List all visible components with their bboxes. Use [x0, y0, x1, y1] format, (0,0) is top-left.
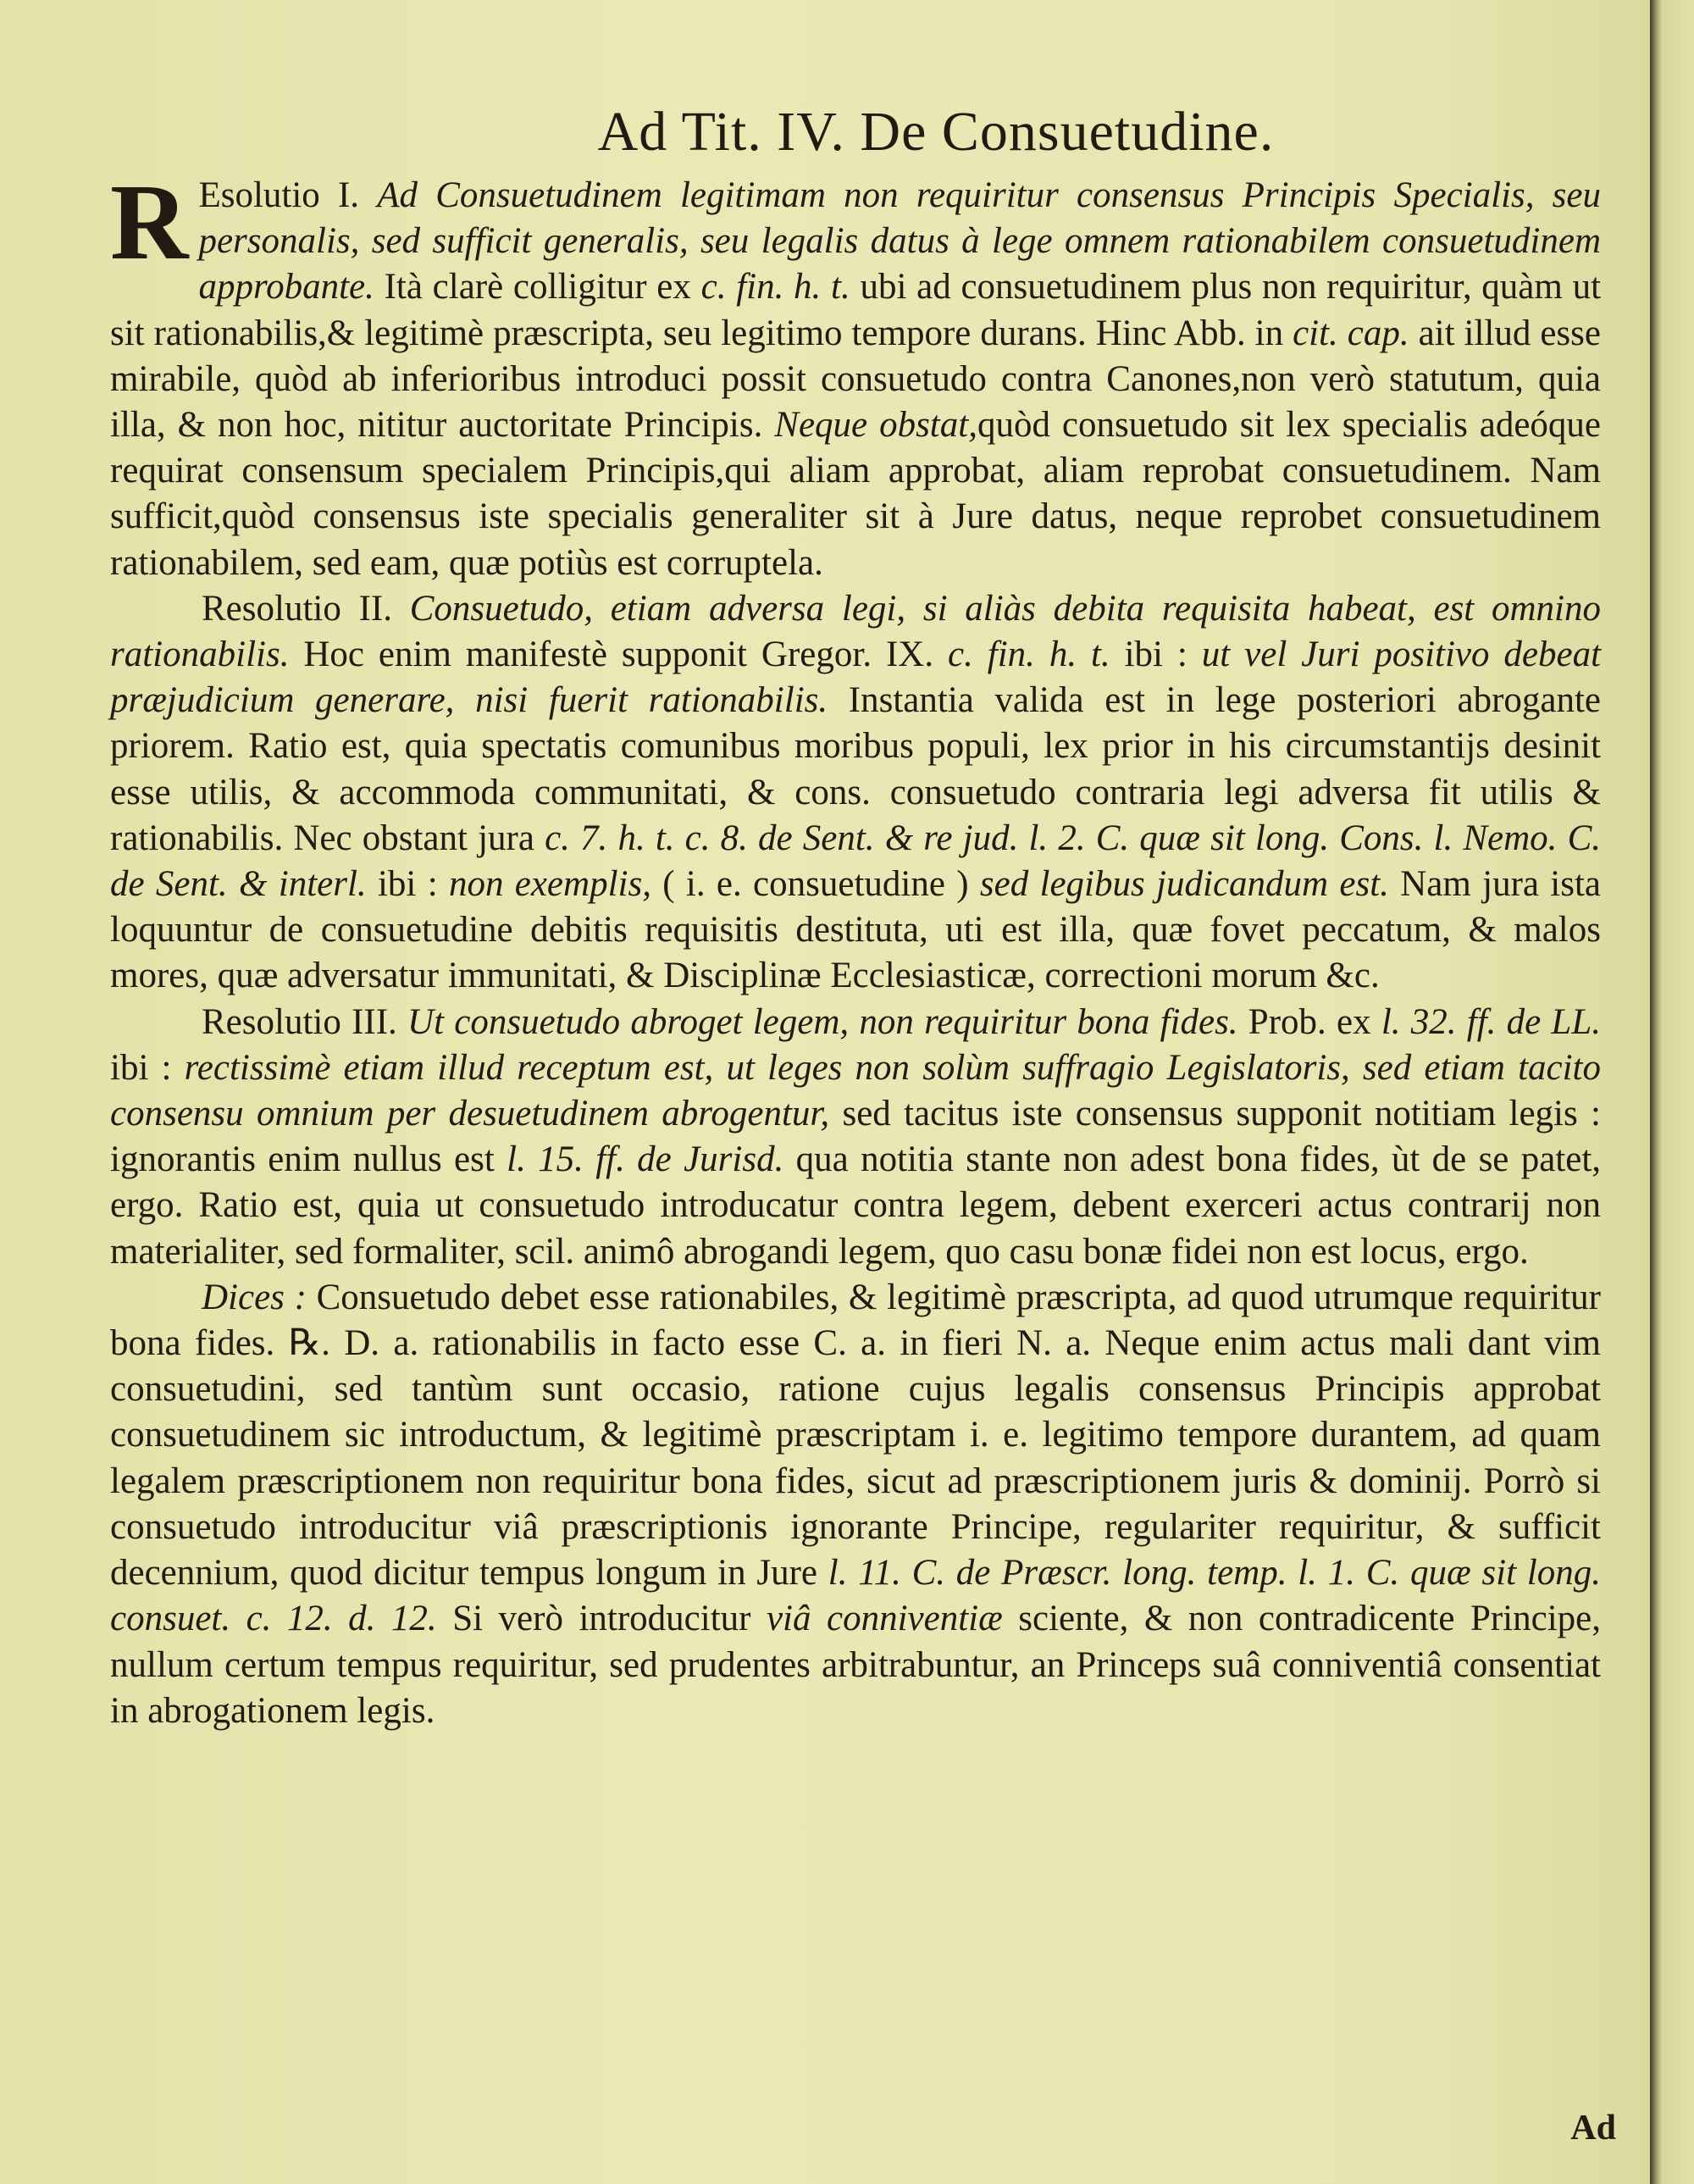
body-text: ait illud esse mirabile, quòd ab inferioribus introduci possit consuetudo contra Canones,non verò statutum, quia illa, & non hoc, nititur auctoritate Principis.: [110, 313, 1601, 446]
body-text: Nam jura ista loquuntur de consuetudine debitis requisitis destituta, uti est illa, quæ fovet peccatum, & malos mores, quæ adversatur immunitati, & Disciplinæ Ecclesiasticæ, correctioni morum &c.: [110, 864, 1601, 996]
resolution-statement: Ut consuetudo abroget legem, non requiritur bona fides.: [407, 1001, 1238, 1042]
citation: c. 7. h. t. c. 8. de Sent. & re jud. l. 2. C. quæ sit long. Cons. l. Nemo. C. de Sent. & interl.: [110, 818, 1601, 905]
paragraph-lead: Resolutio II.: [202, 588, 392, 629]
body-text: ibi :: [377, 864, 438, 905]
citation: l. 32. ff. de LL.: [1381, 1001, 1602, 1042]
paragraph-resolutio-2: [110, 586, 1601, 1000]
paragraph-lead: Resolutio III.: [202, 1001, 397, 1042]
citation: l. 11. C. de Præscr. long. temp. l. 1. C. quæ sit long. consuet. c. 12. d. 12.: [110, 1553, 1602, 1639]
body-text: sciente, & non contradicente Principe, nullum certum tempus requiritur, sed prudentes arbitrabuntur, an Princeps suâ conniventiâ consentiat in abrogationem legis.: [110, 1599, 1601, 1731]
body-text: ( i. e. consuetudine ): [662, 864, 969, 905]
citation: Neque obstat,: [774, 405, 977, 446]
body-text: ibi :: [110, 1047, 172, 1088]
paragraph-resolutio-3: [110, 1000, 1601, 1275]
citation: rectissimè etiam illud receptum est, ut leges non solùm suffragio Legislatoris, sed etiam tacito consensu omnium per desuetudinem abrogentur,: [110, 1047, 1602, 1134]
body-text: Consuetudo debet esse rationabiles, & legitimè præscripta, ad quod utrumque requiritur bona fides. ℞. D. a. rationabilis in facto esse C. a. in fieri N. a. Neque enim actus mali dant vim consuetudini, sed tantùm sunt occasio, ratione cujus legalis consensus Principis approbat consuetudinem sic introductum, & legitimè præscriptam i. e. legitimo tempore durantem, ad quam legalem præscriptionem non requiritur bona fides, sicut ad præscriptionem juris & dominij. Porrò si consuetudo introducitur viâ præscriptionis ignorante Principe, regulariter requiritur, & sufficit decennium, quod dicitur tempus longum in Jure: [110, 1277, 1601, 1594]
paragraph-lead: Dices :: [202, 1277, 307, 1317]
catchword: Ad: [1570, 2109, 1616, 2148]
paragraph-lead: Esolutio I.: [198, 175, 360, 215]
citation: sed legibus judicandum est.: [979, 864, 1389, 905]
body-text: qua notitia stante non adest bona fides, ùt de se patet, ergo. Ratio est, quia ut consuetudo introducatur contra legem, debent exerceri actus contrarij non materialiter, sed formaliter, scil. animô abrogandi legem, quo casu bonæ fidei non est locus, ergo.: [110, 1139, 1602, 1272]
citation: c. fin. h. t.: [948, 635, 1110, 675]
drop-cap: R: [110, 162, 189, 282]
body-text: Si verò introducitur: [452, 1599, 751, 1639]
page-title: Ad Tit. IV. De Consuetudine.: [597, 101, 1275, 163]
body-text: Prob. ex: [1248, 1001, 1371, 1042]
body-text: sed tacitus iste consensus supponit notitiam legis : ignorantis enim nullus est: [110, 1094, 1601, 1180]
body-text: Hoc enim manifestè supponit Gregor. IX.: [303, 635, 934, 675]
resolution-statement: Ad Consuetudinem legitimam non requiritur consensus Principis Specialis, seu personalis, sed sufficit generalis, seu legalis datus à lege omnem rationabilem consuetudinem approbante.: [198, 175, 1601, 308]
paragraph-resolutio-1: [110, 162, 1602, 586]
citation: viâ conniventiæ: [766, 1599, 1003, 1639]
body-text: ubi ad consuetudinem plus non requiritur, quàm ut sit rationabilis,& legitimè præscripta, seu legitimo tempore durans. Hinc Abb. in: [110, 267, 1602, 353]
body-text: ibi :: [1124, 635, 1187, 675]
citation: non exemplis,: [448, 864, 651, 905]
citation: cit. cap.: [1293, 313, 1409, 353]
resolution-statement: Consuetudo, etiam adversa legi, si aliàs debita requisita habeat, est omnino rationabilis.: [110, 588, 1602, 675]
paragraph-dices: [110, 1275, 1601, 1734]
text-block: [110, 100, 1601, 1734]
citation: ut vel Juri positivo debeat præjudicium generare, nisi fuerit rationabilis.: [110, 635, 1602, 721]
body-text: Instantia valida est in lege posteriori abrogante priorem. Ratio est, quia spectatis comunibus moribus populi, lex prior in his circumstantijs desinit esse utilis, & accommoda communitati, & cons. consuetudo contraria legi adversa fit utilis & rationabilis. Nec obstant jura: [110, 680, 1602, 858]
citation: c. fin. h. t.: [700, 267, 850, 308]
citation: l. 15. ff. de Jurisd.: [507, 1139, 784, 1180]
body-text: Ità clarè colligitur ex: [384, 267, 691, 308]
page-gutter: [1650, 0, 1694, 2184]
body-text: quòd consuetudo sit lex specialis adeóque requirat consensum specialem Principis,qui aliam approbat, aliam reprobat consuetudinem. Nam sufficit,quòd consensus iste specialis generaliter sit à Jure datus, neque reprobet consuetudinem rationabilem, sed eam, quæ potiùs est corruptela.: [110, 405, 1602, 583]
